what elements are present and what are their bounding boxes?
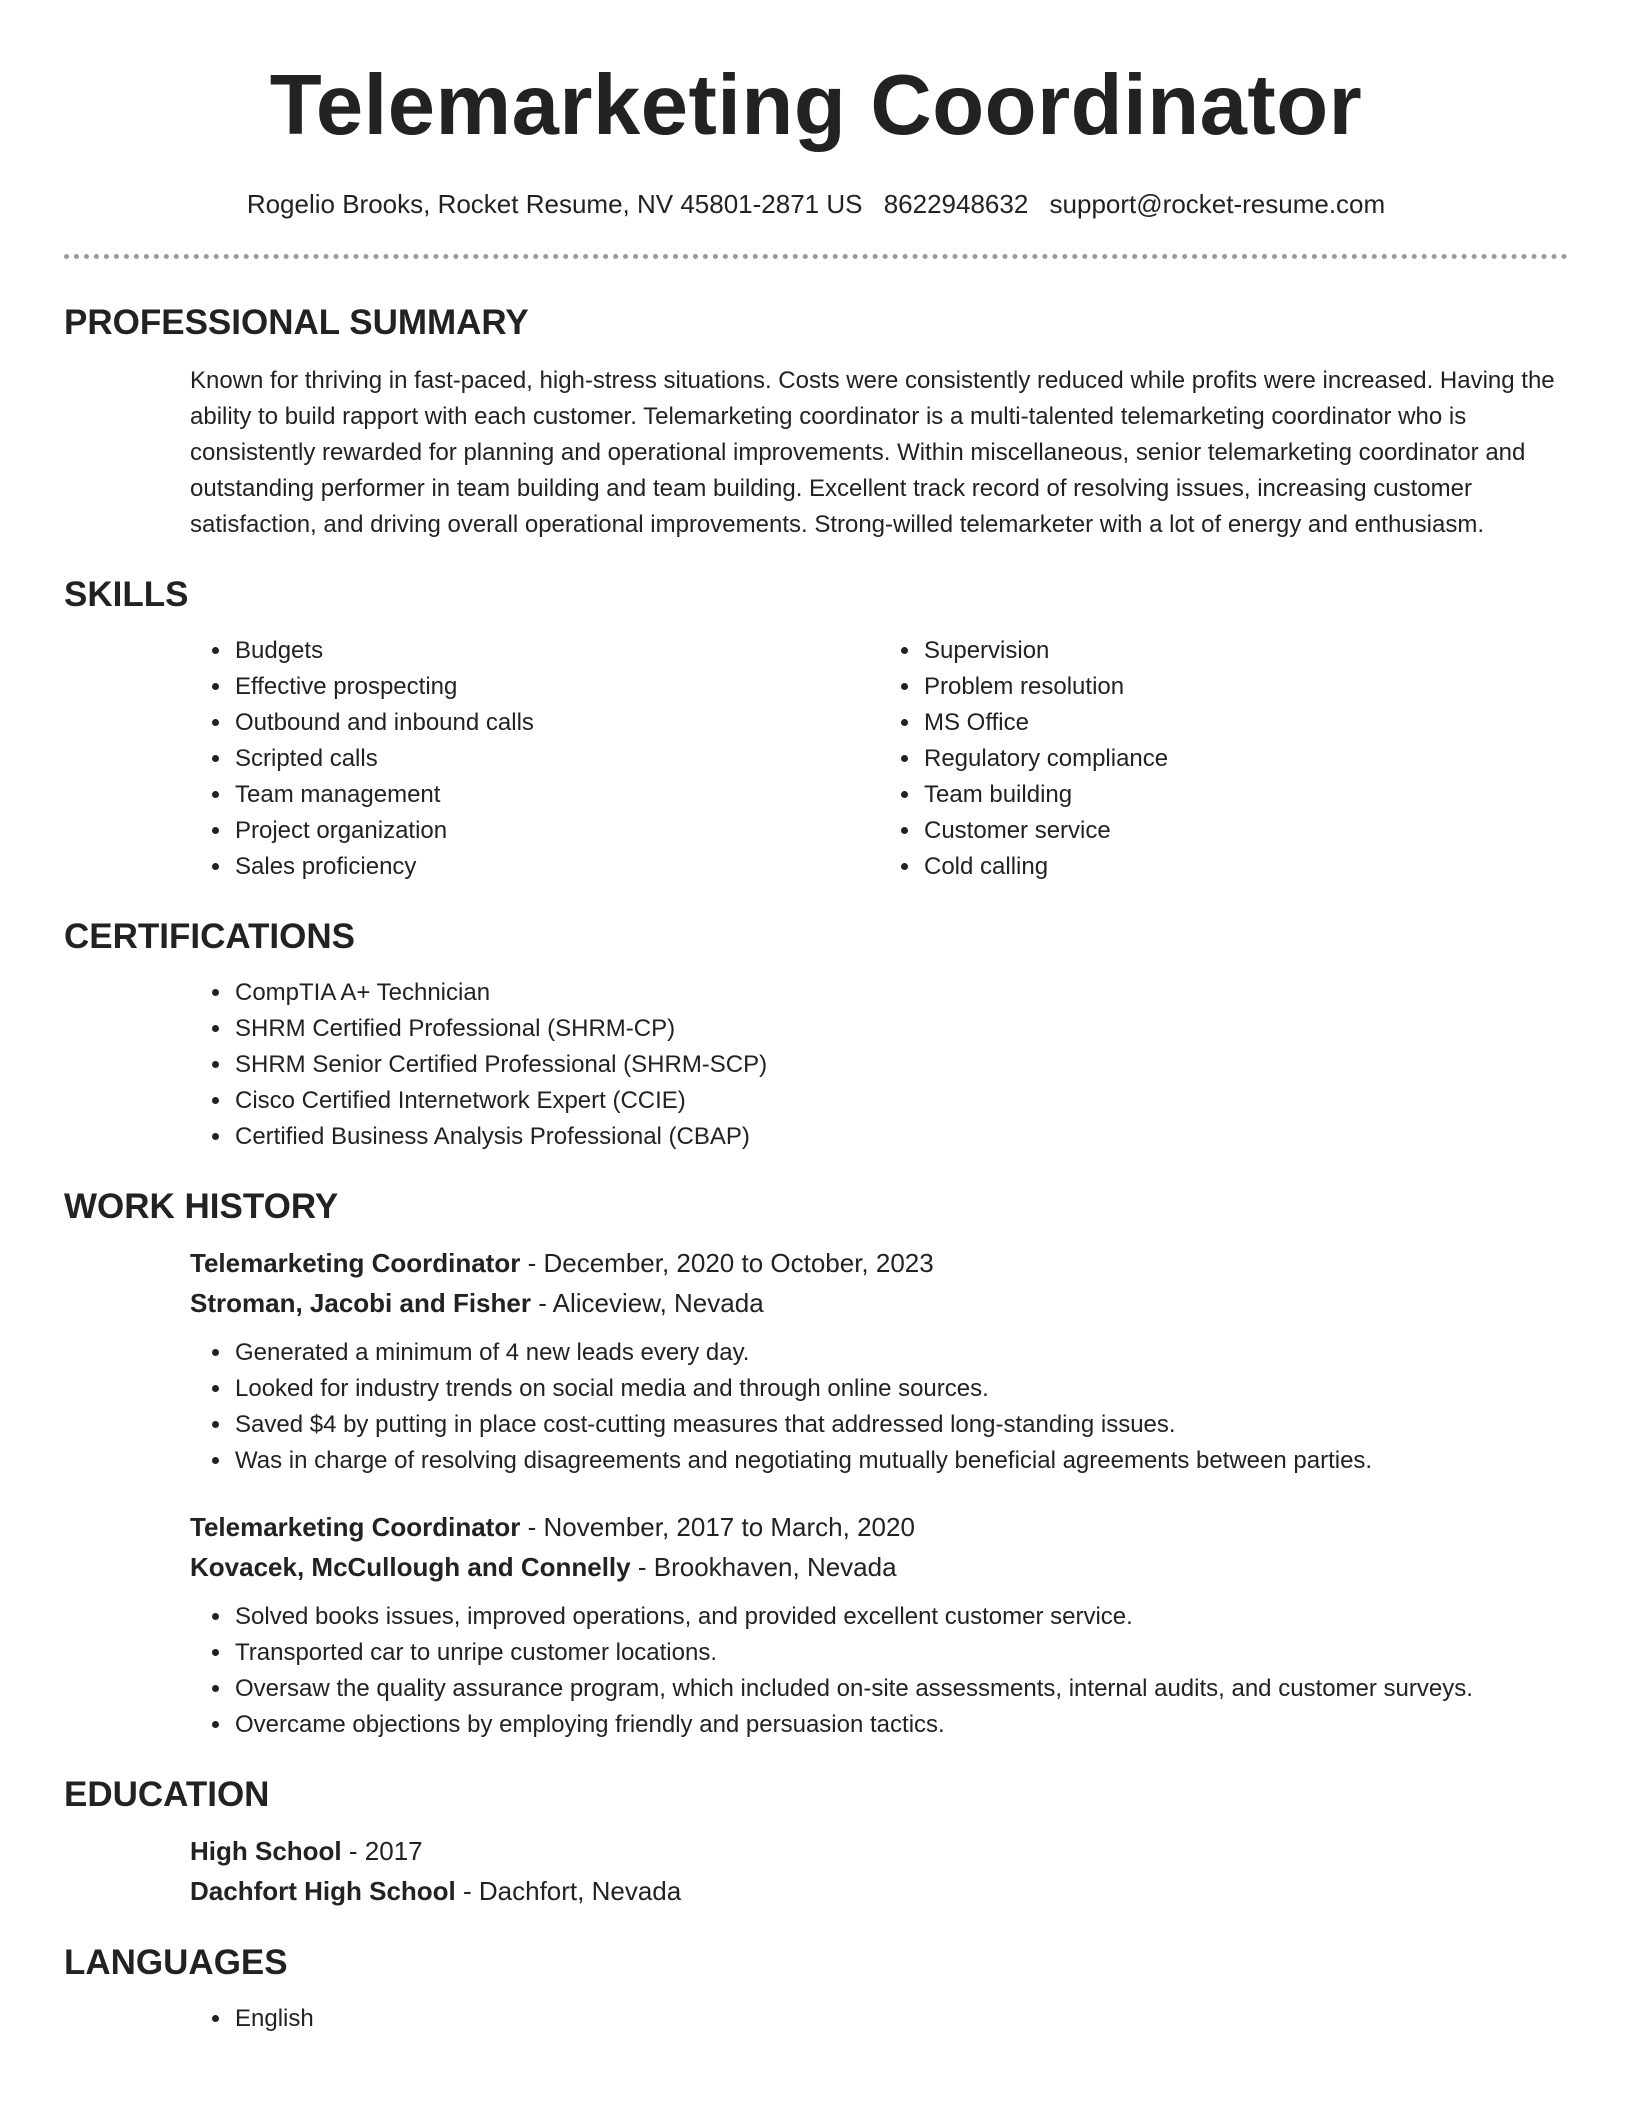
job-title: Telemarketing Coordinator: [190, 1512, 521, 1542]
job-title-line: [190, 1243, 1568, 1283]
list-item: • Certified Business Analysis Professional (CBAP): [233, 1119, 1568, 1155]
certifications-list: [190, 975, 1568, 1155]
job-dates: - November, 2017 to March, 2020: [520, 1512, 915, 1542]
list-item: • Transported car to unripe customer locations.: [233, 1635, 1568, 1671]
job-dates: - December, 2020 to October, 2023: [520, 1248, 934, 1278]
skills-columns: [190, 633, 1568, 885]
job-bullets: [190, 1599, 1568, 1743]
job-company: Stroman, Jacobi and Fisher: [190, 1288, 531, 1318]
work-history-heading: WORK HISTORY: [64, 1187, 339, 1226]
degree-line: [190, 1831, 1568, 1871]
certifications-section: [64, 915, 1568, 1155]
job-location: - Aliceview, Nevada: [530, 1288, 764, 1318]
list-item: • Team building: [922, 777, 1568, 813]
education-section: [64, 1773, 1568, 1911]
list-item: • SHRM Certified Professional (SHRM-CP): [233, 1011, 1568, 1047]
list-item: • Scripted calls: [233, 741, 879, 777]
contact-phone: 8622948632: [883, 189, 1029, 219]
job-company-line: [190, 1547, 1568, 1587]
list-item: • Oversaw the quality assurance program, which included on-site assessments, internal audits, and customer surveys.: [233, 1671, 1568, 1707]
job-title: Telemarketing Coordinator: [190, 1248, 521, 1278]
list-item: • Customer service: [922, 813, 1568, 849]
school-line: [190, 1871, 1568, 1911]
job-location: - Brookhaven, Nevada: [630, 1552, 897, 1582]
job-company: Kovacek, McCullough and Connelly: [190, 1552, 631, 1582]
list-item: • Effective prospecting: [233, 669, 879, 705]
languages-list: [190, 2001, 1568, 2037]
contact-line: [64, 188, 1568, 220]
education-entry: [190, 1831, 1568, 1911]
list-item: • Regulatory compliance: [922, 741, 1568, 777]
page-title: Telemarketing Coordinator: [269, 58, 1363, 153]
list-item: • Overcame objections by employing friendly and persuasion tactics.: [233, 1707, 1568, 1743]
degree-year: - 2017: [341, 1836, 423, 1866]
list-item: • MS Office: [922, 705, 1568, 741]
list-item: • Team management: [233, 777, 879, 813]
list-item: • Problem resolution: [922, 669, 1568, 705]
school: Dachfort High School: [190, 1876, 456, 1906]
list-item: • Sales proficiency: [233, 849, 879, 885]
education-heading: EDUCATION: [64, 1775, 270, 1814]
job-company-line: [190, 1283, 1568, 1323]
skills-section: [64, 573, 1568, 885]
summary-text: Known for thriving in fast-paced, high-stress situations. Costs were consistently reduced while profits were increased. Having the ability to build rapport with each customer. Telemarketing coordinator is a multi-talented telemarketing coordinator who is consistently rewarded for planning and operational improvements. Within miscellaneous, senior telemarketing coordinator and outstanding performer in team building and team building. Excellent track record of resolving issues, increasing customer satisfaction, and driving overall operational improvements. Strong-willed telemarketer with a lot of energy and enthusiasm.: [190, 367, 1555, 538]
summary-heading: PROFESSIONAL SUMMARY: [64, 303, 529, 342]
list-item: • English: [233, 2001, 1568, 2037]
list-item: • Generated a minimum of 4 new leads every day.: [233, 1335, 1568, 1371]
list-item: • Outbound and inbound calls: [233, 705, 879, 741]
list-item: • Was in charge of resolving disagreements and negotiating mutually beneficial agreements between parties.: [233, 1443, 1568, 1479]
work-history-section: [64, 1185, 1568, 1743]
contact-address: Rogelio Brooks, Rocket Resume, NV 45801-2871 US: [246, 189, 863, 219]
contact-email: support@rocket-resume.com: [1049, 189, 1386, 219]
list-item: • Budgets: [233, 633, 879, 669]
list-item: • Solved books issues, improved operations, and provided excellent customer service.: [233, 1599, 1568, 1635]
header-divider: [64, 254, 1568, 259]
summary-section: [64, 301, 1568, 543]
skills-list-left: [190, 633, 879, 885]
list-item: • Cisco Certified Internetwork Expert (CCIE): [233, 1083, 1568, 1119]
languages-heading: LANGUAGES: [64, 1943, 288, 1982]
list-item: • Saved $4 by putting in place cost-cutting measures that addressed long-standing issues.: [233, 1407, 1568, 1443]
list-item: • Project organization: [233, 813, 879, 849]
job-entry: [190, 1507, 1568, 1743]
skills-list-right: [879, 633, 1568, 885]
list-item: • Looked for industry trends on social media and through online sources.: [233, 1371, 1568, 1407]
school-location: - Dachfort, Nevada: [455, 1876, 682, 1906]
list-item: • Supervision: [922, 633, 1568, 669]
languages-section: [64, 1941, 1568, 2037]
job-title-line: [190, 1507, 1568, 1547]
degree: High School: [190, 1836, 342, 1866]
job-entry: [190, 1243, 1568, 1479]
job-bullets: [190, 1335, 1568, 1479]
list-item: • CompTIA A+ Technician: [233, 975, 1568, 1011]
list-item: • SHRM Senior Certified Professional (SHRM-SCP): [233, 1047, 1568, 1083]
certifications-heading: CERTIFICATIONS: [64, 917, 356, 956]
list-item: • Cold calling: [922, 849, 1568, 885]
skills-heading: SKILLS: [64, 575, 189, 614]
